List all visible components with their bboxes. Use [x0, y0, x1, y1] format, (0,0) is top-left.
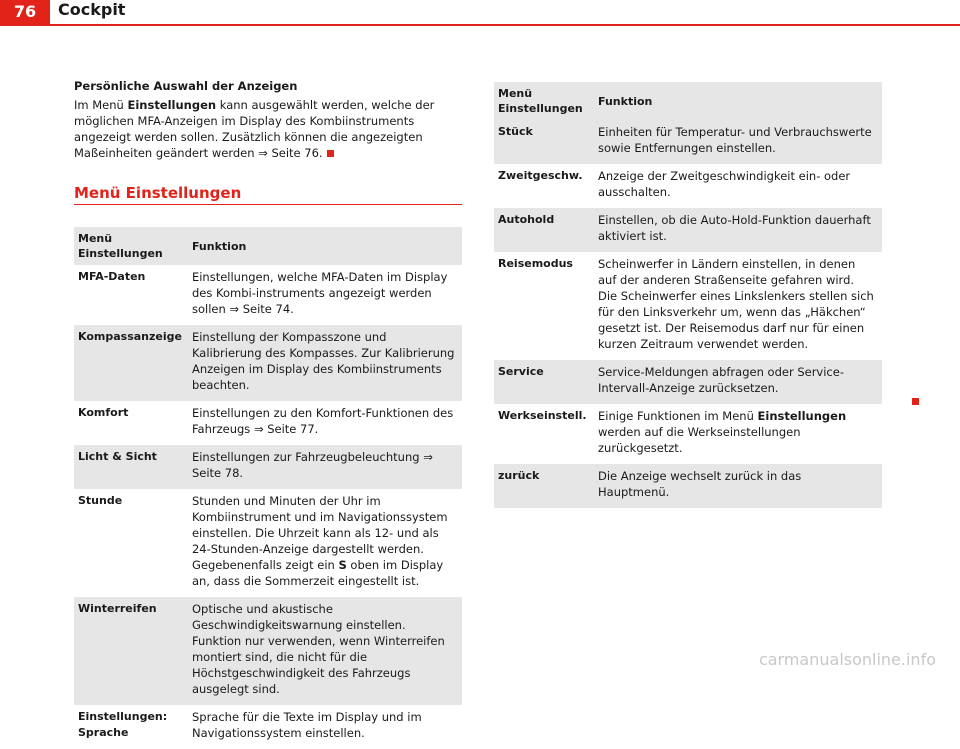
table-row — [494, 252, 882, 360]
menu-cell: Reisemodus — [498, 257, 573, 270]
intro-heading: Persönliche Auswahl der Anzeigen — [74, 79, 298, 93]
function-cell: Einstellen, ob die Auto-Hold-Funktion dauerhaft aktiviert ist. — [594, 208, 882, 252]
end-mark-icon — [912, 398, 919, 405]
function-cell: Anzeige der Zweitgeschwindigkeit ein- oder ausschalten. — [598, 169, 851, 199]
function-cell — [594, 404, 882, 464]
header-rule — [0, 24, 960, 26]
chapter-title: Cockpit — [58, 0, 126, 19]
menu-cell: Stunde — [78, 494, 123, 507]
column-header-menu: Menü Einstellungen — [494, 82, 594, 120]
table-header-row — [74, 227, 462, 265]
menu-cell: Licht & Sicht — [74, 445, 188, 489]
table-row — [494, 120, 882, 164]
page-number: 76 — [0, 0, 50, 24]
menu-cell: Werkseinstell. — [498, 409, 587, 422]
intro-body — [74, 97, 464, 161]
menu-cell: Einstellungen: Sprache — [78, 710, 168, 739]
function-cell: Einstellung der Kompasszone und Kalibrierung des Kompasses. Zur Kalibrierung Anzeigen im Display des Kombiinstruments beachten. — [188, 325, 462, 401]
function-cell: Service-Meldungen abfragen oder Service-Intervall-Anzeige zurücksetzen. — [594, 360, 882, 404]
table-row — [74, 401, 462, 445]
settings-table-left — [74, 227, 462, 749]
function-text: oben im Display an, dass die Sommerzeit eingestellt ist. — [191, 558, 444, 588]
function-cell: Einheiten für Temperatur- und Verbrauchswerte sowie Entfernungen einstellen. — [594, 120, 882, 164]
end-mark-icon — [327, 150, 334, 157]
function-cell — [188, 489, 462, 597]
section-title: Menü Einstellungen — [74, 184, 242, 202]
function-cell: Sprache für die Texte im Display und im Navigationssystem einstellen. — [191, 710, 422, 740]
table-header-row — [494, 82, 882, 120]
function-menu-name: Einstellungen — [757, 409, 847, 423]
table-row — [494, 164, 882, 208]
section-rule — [74, 204, 462, 205]
function-cell: Scheinwerfer in Ländern einstellen, in denen auf der anderen Straßenseite gefahren wird. Die Scheinwerfer eines Linkslenkers stellen sich für den Linksverkehr um, wenn das „Häkchen“ gesetzt ist. Der Reisemodus darf nur für einen kurzen Zeitraum verwendet werden. — [598, 257, 874, 351]
summer-time-symbol: S — [338, 558, 347, 572]
menu-cell: Winterreifen — [74, 597, 188, 705]
menu-cell: Autohold — [494, 208, 594, 252]
intro-menu-name: Einstellungen — [127, 98, 217, 112]
table-row — [74, 265, 462, 325]
intro-block — [74, 78, 464, 161]
function-text: Stunden und Minuten der Uhr im Kombiinstrument und im Navigationssystem einstellen. Die Uhrzeit kann als 12- und als 24-Stunden-Anzeige dargestellt werden. Gegebenenfalls zeigt ein — [191, 494, 448, 572]
menu-cell: MFA-Daten — [78, 270, 146, 283]
menu-cell: Zweitgeschw. — [498, 169, 583, 182]
column-header-menu: Menü Einstellungen — [74, 227, 188, 265]
intro-text: kann ausgewählt werden, welche der möglichen MFA-Anzeigen im Display des Kombiinstruments angezeigt werden sollen. Zusätzlich können die angezeigten Maßeinheiten geändert werden ⇒ Seite 76. — [74, 98, 435, 160]
function-cell: Einstellungen zur Fahrzeugbeleuchtung ⇒ Seite 78. — [188, 445, 462, 489]
table-row — [74, 705, 462, 749]
watermark: carmanualsonline.info — [758, 650, 936, 669]
table-row — [74, 597, 462, 705]
column-header-function: Funktion — [188, 227, 462, 265]
function-text: Einige Funktionen im Menü — [598, 409, 758, 423]
function-text: werden auf die Werkseinstellungen zurückgesetzt. — [598, 425, 801, 455]
table-row — [74, 489, 462, 597]
menu-cell: zurück — [494, 464, 594, 508]
settings-table-right — [494, 82, 882, 508]
intro-text: Im Menü — [74, 98, 128, 112]
table-row — [74, 325, 462, 401]
menu-cell: Service — [494, 360, 594, 404]
table-row — [494, 360, 882, 404]
table-row — [494, 404, 882, 464]
page-header — [0, 0, 960, 29]
menu-cell: Kompassanzeige — [74, 325, 188, 401]
function-cell: Einstellungen, welche MFA-Daten im Display des Kombi-instruments angezeigt werden sollen ⇒ Seite 74. — [191, 270, 448, 316]
function-cell: Einstellungen zu den Komfort-Funktionen des Fahrzeugs ⇒ Seite 77. — [191, 406, 454, 436]
menu-cell: Komfort — [78, 406, 129, 419]
table-row — [74, 445, 462, 489]
function-cell: Optische und akustische Geschwindigkeitswarnung einstellen. Funktion nur verwenden, wenn Winterreifen montiert sind, die nicht für die Höchstgeschwindigkeit des Fahrzeugs ausgelegt sind. — [188, 597, 462, 705]
menu-cell: Stück — [494, 120, 594, 164]
function-cell: Die Anzeige wechselt zurück in das Hauptmenü. — [594, 464, 882, 508]
column-header-function: Funktion — [594, 82, 882, 120]
table-row — [494, 464, 882, 508]
table-row — [494, 208, 882, 252]
